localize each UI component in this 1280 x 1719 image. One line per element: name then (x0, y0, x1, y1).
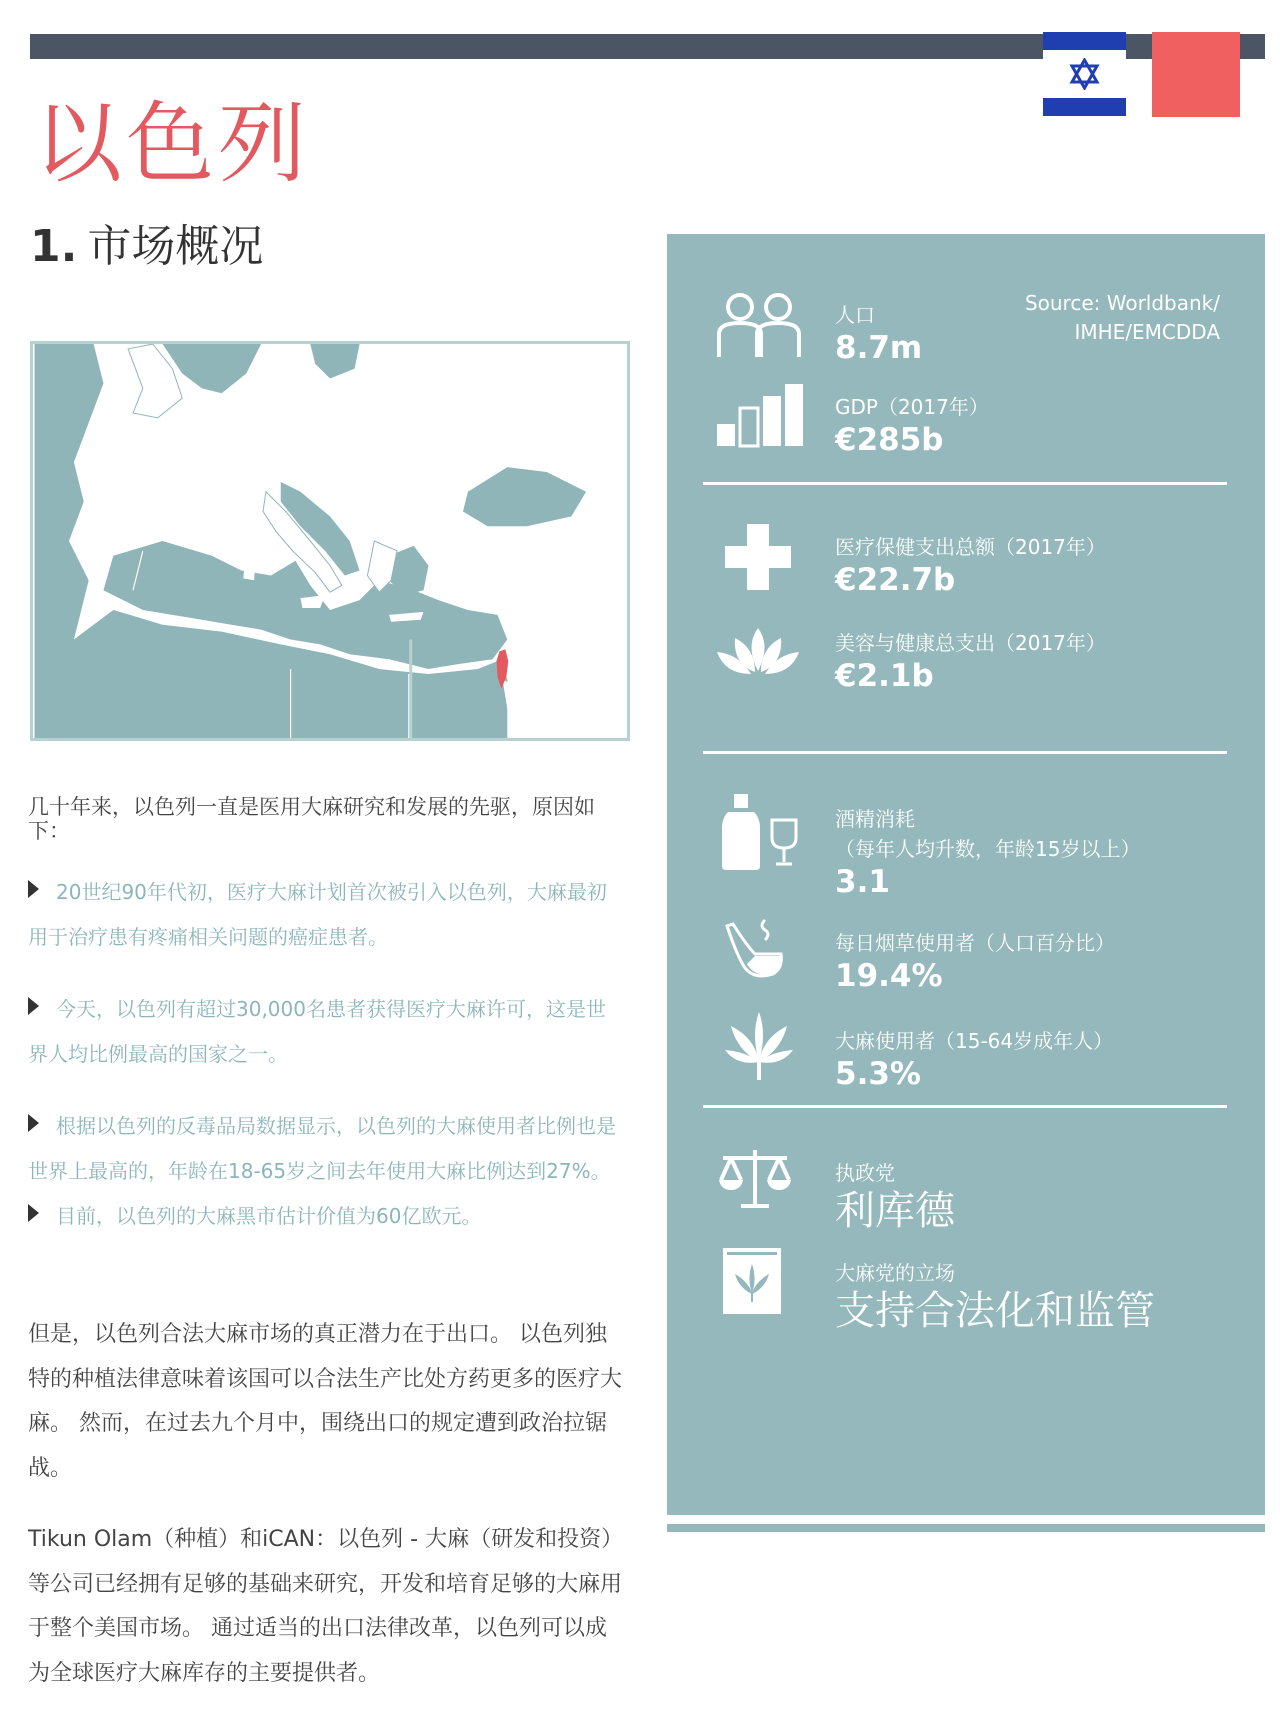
stat-beauty-spend: 美容与健康总支出（2017年） €2.1b (835, 631, 1106, 694)
list-item: 20世纪90年代初，医疗大麻计划首次被引入以色列，大麻最初用于治疗患有疼痛相关问题的癌症患者。 (28, 880, 607, 949)
cannabis-book-icon (723, 1248, 781, 1314)
stat-healthcare-spend: 医疗保健支出总额（2017年） €22.7b (835, 535, 1106, 598)
cannabis-leaf-icon (725, 1012, 793, 1080)
panel-bottom-line (667, 1524, 1265, 1532)
page-title: 以色列 (34, 92, 311, 195)
mediterranean-map (30, 341, 630, 741)
section-title-text: 市场概况 (87, 221, 264, 272)
triangle-bullet-icon (28, 997, 39, 1015)
triangle-bullet-icon (28, 880, 39, 898)
paragraph-export: 但是，以色列合法大麻市场的真正潜力在于出口。 以色列独特的种植法律意味着该国可以合法生产比处方药更多的医疗大麻。 然而，在过去九个月中，围绕出口的规定遭到政治拉锯战。 (28, 1322, 623, 1481)
section-number: 1. (30, 221, 78, 272)
divider (703, 482, 1227, 485)
list-item: 根据以色列的反毒品局数据显示，以色列的大麻使用者比例也是世界上最高的，年龄在18-65岁之间去年使用大麻比例达到27%。 (28, 1114, 616, 1183)
scales-icon (717, 1146, 793, 1210)
stat-gdp: GDP（2017年） €285b (835, 395, 989, 458)
lotus-icon (715, 626, 801, 676)
paragraph-companies: Tikun Olam（种植）和iCAN：以色列 - 大麻（研发和投资）等公司已经拥有足够的基础来研究，开发和培育足够的大麻用于整个美国市场。 通过适当的出口法律改革，以色列可以成为全球医疗大麻库存的主要提供者。 (28, 1527, 624, 1686)
source-note: Source: Worldbank/ IMHE/EMCDDA (1024, 291, 1220, 344)
medical-cross-icon (725, 524, 791, 590)
pipe-icon (725, 916, 785, 980)
ruling-party: 执政党 利库德 (835, 1161, 955, 1234)
bullet-list (28, 870, 618, 1266)
divider (703, 1105, 1227, 1108)
stats-panel (667, 234, 1265, 1515)
cannabis-party-position: 大麻党的立场 支持合法化和监管 (835, 1261, 1155, 1334)
people-icon (715, 289, 805, 359)
stat-cannabis-users: 大麻使用者（15-64岁成年人） 5.3% (835, 1029, 1114, 1092)
triangle-bullet-icon (28, 1114, 39, 1132)
stat-tobacco: 每日烟草使用者（人口百分比） 19.4% (835, 931, 1115, 994)
intro-text: 几十年来，以色列一直是医用大麻研究和发展的先驱，原因如下： (28, 795, 595, 843)
stat-population: 人口 8.7m (835, 303, 923, 366)
israel-flag-icon (1043, 32, 1126, 116)
alcohol-bottle-icon (722, 794, 800, 870)
list-item: 目前，以色列的大麻黑市估计价值为60亿欧元。 (28, 1194, 618, 1239)
accent-square (1152, 32, 1240, 117)
stat-alcohol: 酒精消耗 （每年人均升数，年龄15岁以上） 3.1 (835, 807, 1141, 900)
section-title (30, 221, 264, 272)
list-item: 今天，以色列有超过30,000名患者获得医疗大麻许可，这是世界人均比例最高的国家之一。 (28, 997, 606, 1066)
triangle-bullet-icon (28, 1204, 39, 1222)
bar-chart-icon (715, 382, 805, 448)
divider (703, 751, 1227, 754)
